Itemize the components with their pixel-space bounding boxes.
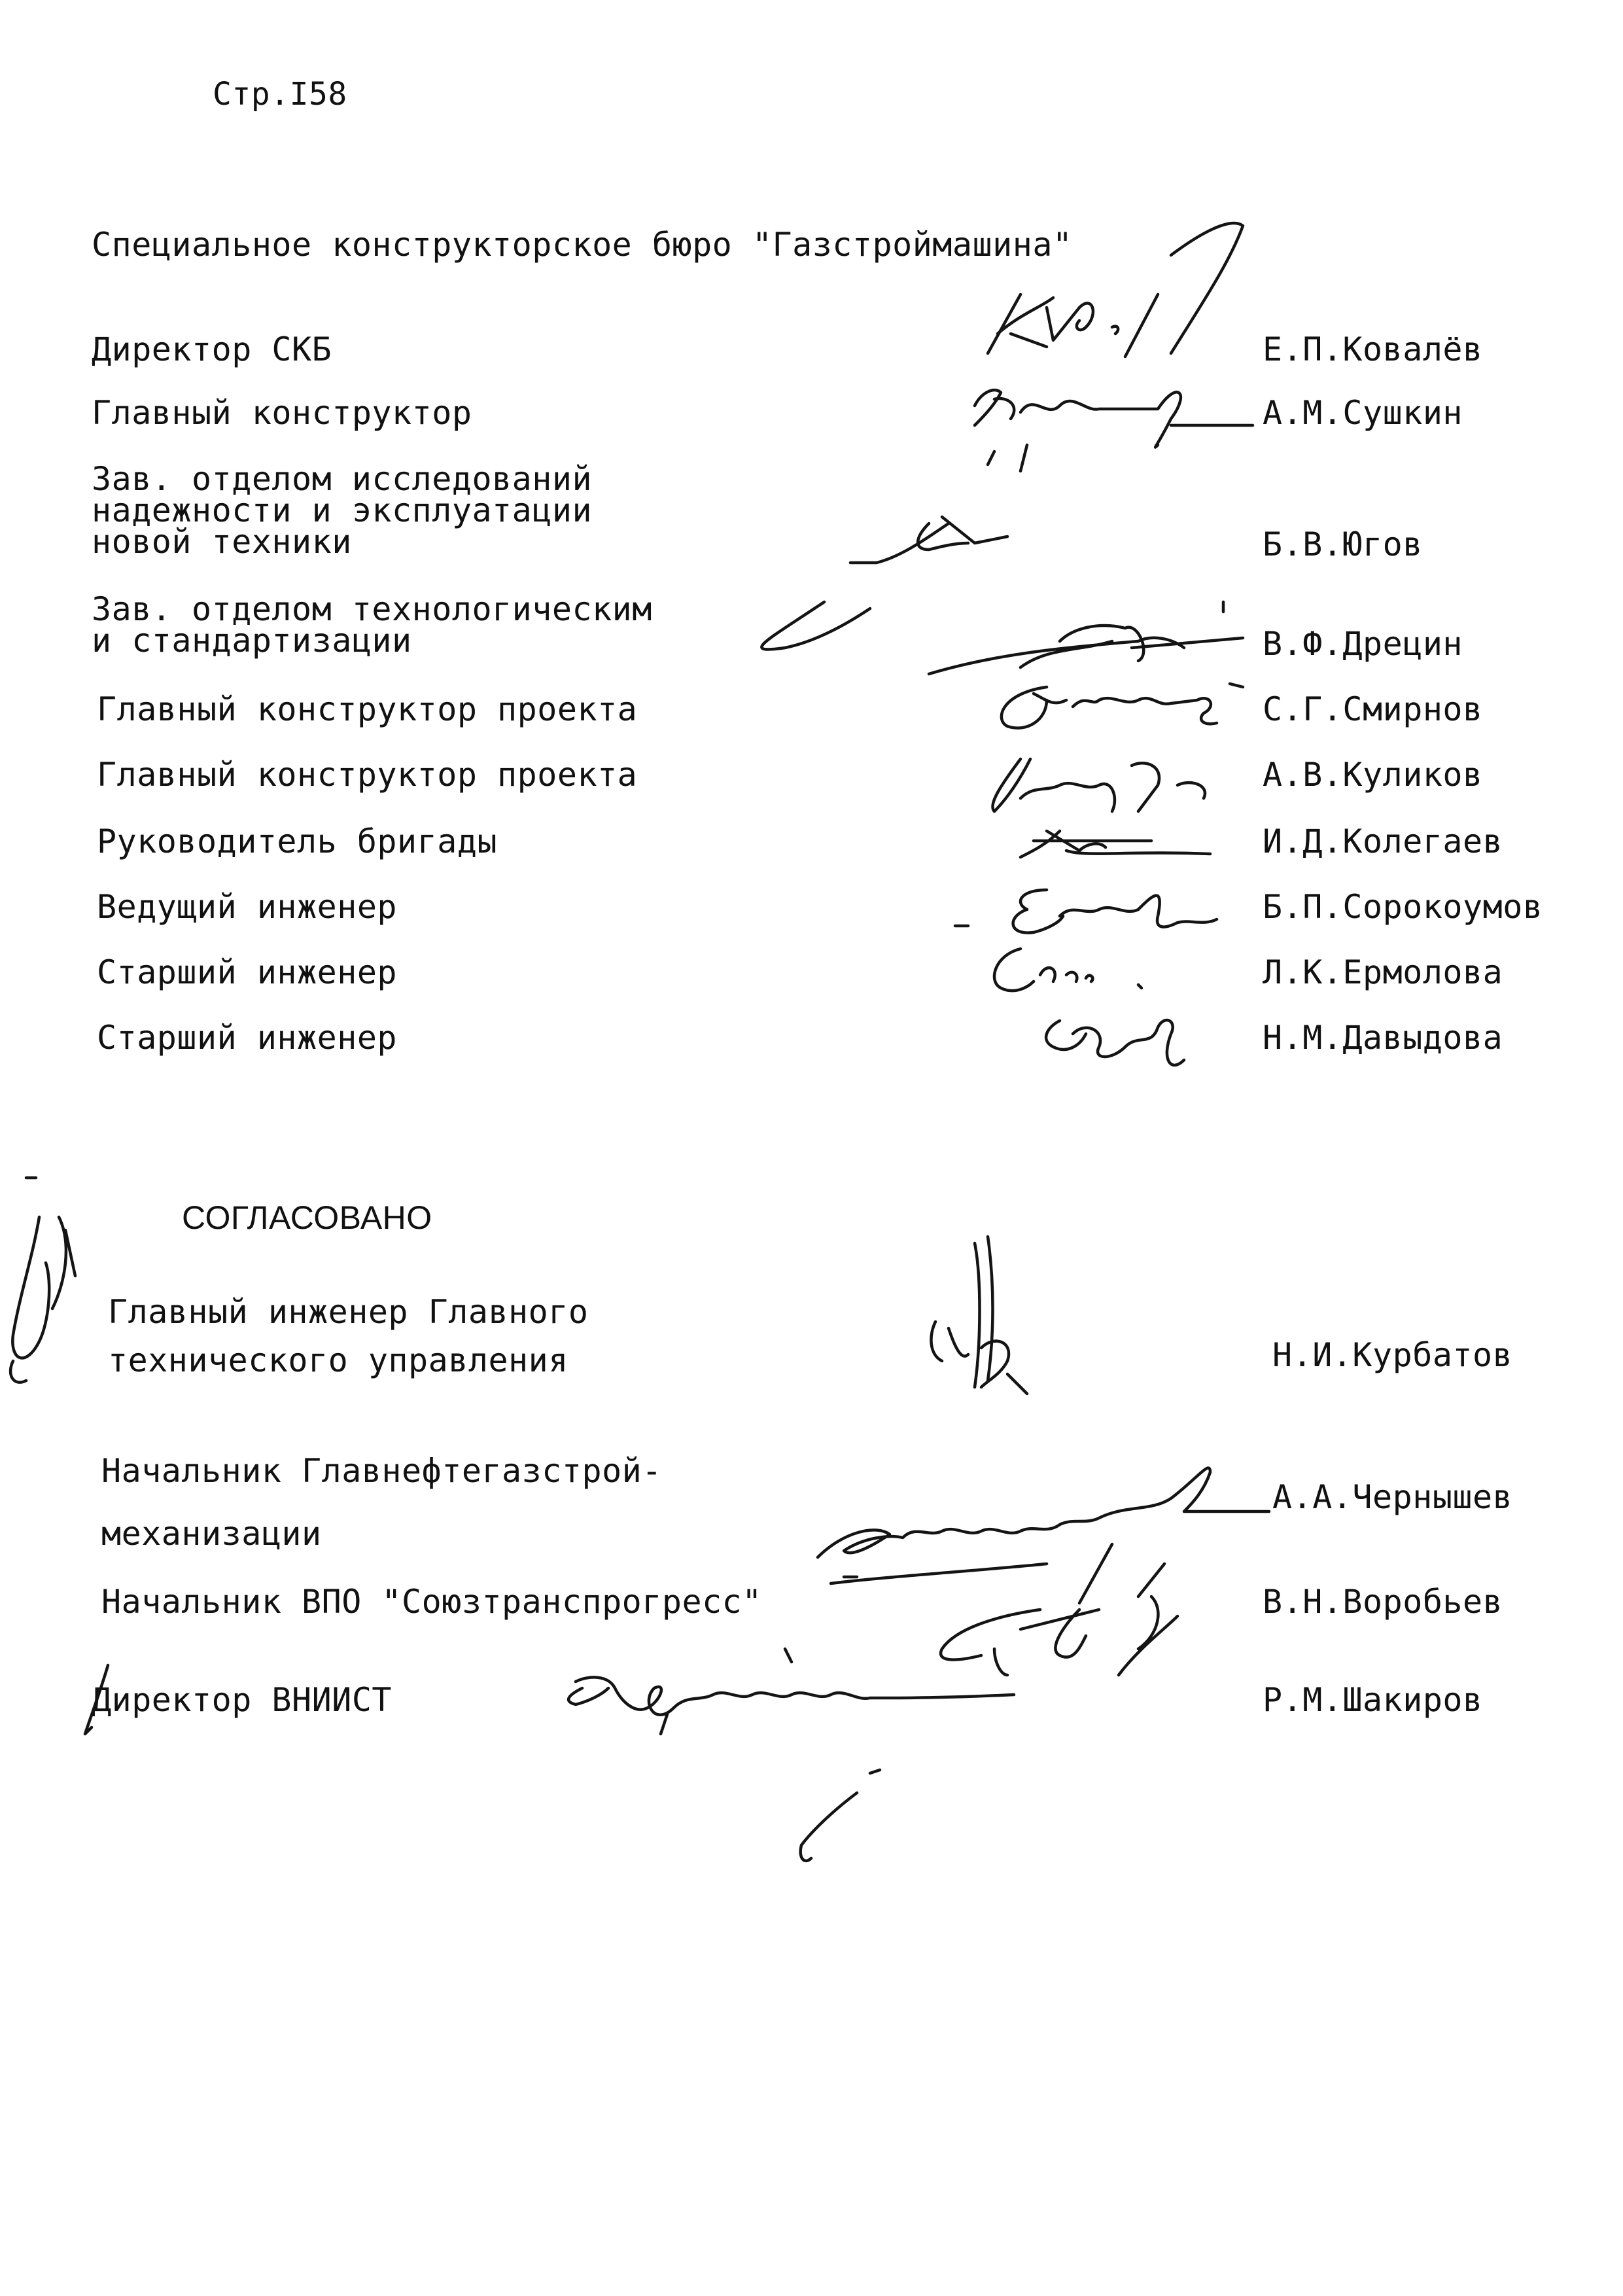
signatory-position: Зав. отделом исследований надежности и эксплуатации новой техники (92, 460, 593, 561)
signature-margin-left (10, 1178, 75, 1383)
signatory-position: Главный конструктор проекта (97, 756, 638, 794)
signature-shakirov (568, 1649, 1014, 1734)
signatory-name: Е.П.Ковалёв (1263, 330, 1483, 368)
signature-director-mark (85, 1665, 108, 1734)
signatory-name: Б.В.Югов (1263, 525, 1423, 563)
signatory-position: Ведущий инженер (97, 888, 398, 926)
signature-davydova (1046, 1020, 1184, 1065)
signatory-position: Главный конструктор проекта (97, 690, 638, 728)
signature-kulikov (992, 759, 1205, 811)
signatory-name: С.Г.Смирнов (1263, 690, 1483, 728)
approval-heading: СОГЛАСОВАНО (182, 1199, 432, 1236)
signatory-name: Б.П.Сорокоумов (1263, 888, 1543, 926)
approval-name: А.А.Чернышев (1272, 1478, 1513, 1516)
signature-ermolova (994, 949, 1142, 991)
signatory-position: Зав. отделом технологическим и стандартизации (92, 590, 652, 660)
signature-vorobyev (844, 1544, 1178, 1675)
approval-position: Директор ВНИИСТ (92, 1681, 393, 1719)
signatory-name: В.Ф.Дрецин (1263, 625, 1463, 663)
approval-position: Начальник ВПО "Союзтранспрогресс" (101, 1583, 762, 1621)
signatory-name: А.М.Сушкин (1263, 394, 1463, 432)
signatory-position: Руководитель бригады (97, 822, 498, 860)
signatory-position: Старший инженер (97, 1019, 398, 1057)
signature-bottom-mark (801, 1770, 880, 1861)
approval-position: Главный инженер Главного технического управления (108, 1293, 589, 1379)
signature-smirnov (1002, 684, 1243, 728)
signatory-position: Главный конструктор (92, 394, 472, 432)
approval-name: Н.И.Курбатов (1272, 1336, 1513, 1374)
signature-chernyshev (818, 1468, 1269, 1583)
signatory-name: И.Д.Колегаев (1263, 822, 1503, 860)
approval-name: Р.М.Шакиров (1263, 1681, 1483, 1719)
signature-sorokoumov (955, 890, 1217, 933)
signature-yugov (761, 517, 1007, 649)
signatory-position: Директор СКБ (92, 330, 332, 368)
signatory-position: Старший инженер (97, 953, 398, 991)
page-number: Стр.I58 (213, 76, 347, 113)
approval-position: Начальник Главнефтегазстрой- механизации (101, 1452, 662, 1553)
signature-kurbatov (931, 1237, 1027, 1394)
signatory-name: Л.К.Ермолова (1263, 953, 1503, 991)
approval-name: В.Н.Воробьев (1263, 1583, 1503, 1621)
signature-kolegaev (1021, 831, 1210, 857)
signature-kovalev (988, 223, 1243, 357)
signatory-name: А.В.Куликов (1263, 756, 1483, 794)
signatory-name: Н.М.Давыдова (1263, 1019, 1503, 1057)
signature-sushkin (975, 390, 1253, 471)
organization-title: Специальное конструкторское бюро "Газстроймашина" (92, 226, 1073, 264)
signature-dretsin (929, 602, 1243, 674)
